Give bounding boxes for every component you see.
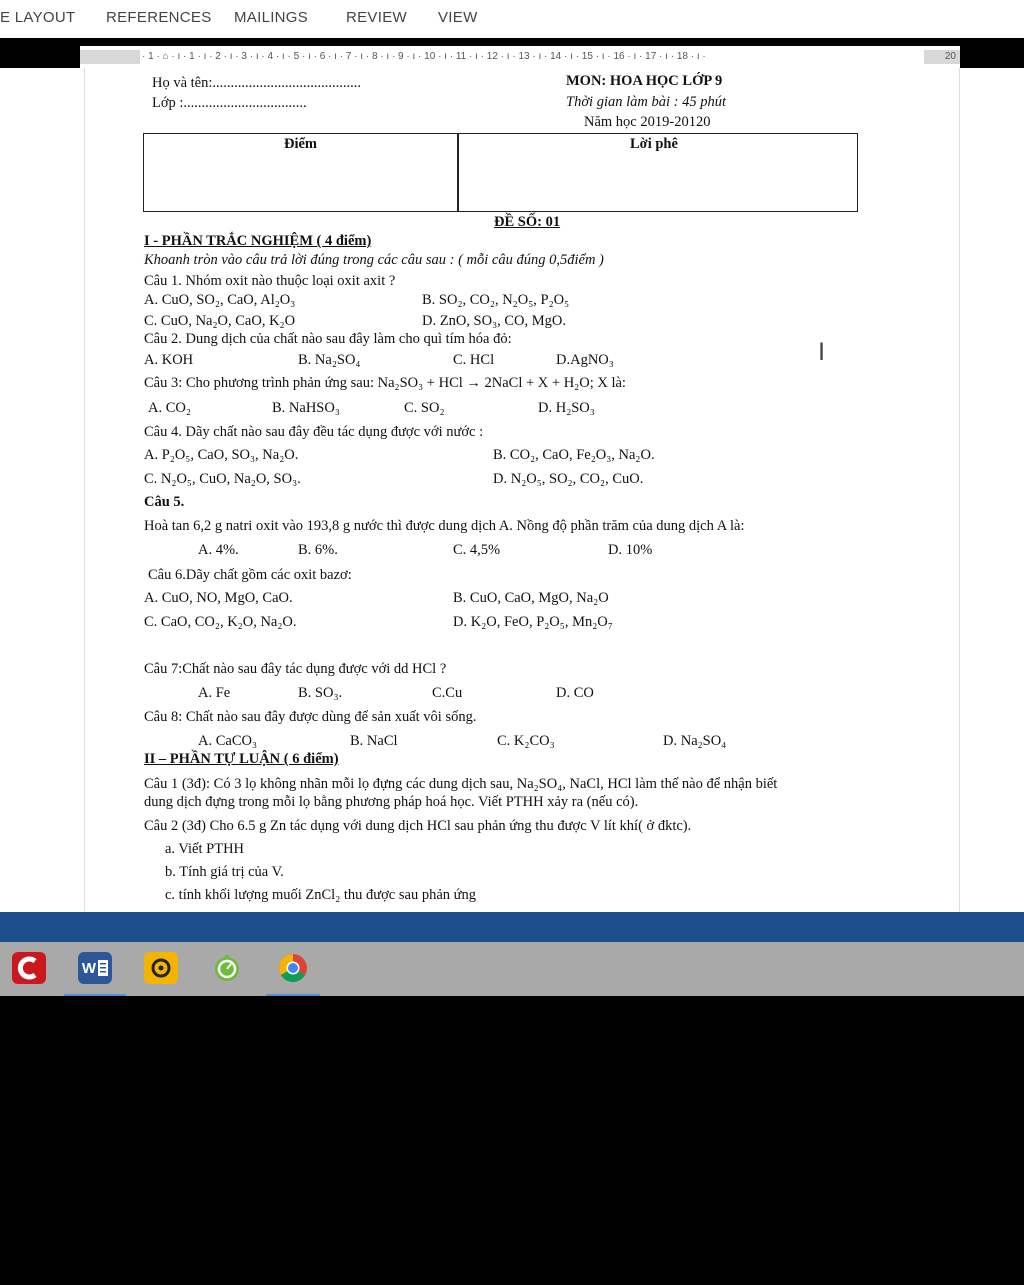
ccleaner-icon[interactable] (12, 952, 46, 984)
question-8: Câu 8: Chất nào sau đây được dùng để sản xuất vôi sống. (144, 709, 477, 725)
essay-2-part-b: b. Tính giá trị của V. (165, 864, 284, 880)
q6-option-b: B. CuO, CaO, MgO, Na₂O (453, 590, 609, 606)
taskbar-top-strip (0, 912, 1024, 942)
chrome-icon[interactable] (276, 952, 310, 984)
q3-option-d: D. H₂SO₃ (538, 400, 595, 416)
tab-review[interactable]: REVIEW (346, 9, 407, 26)
question-2: Câu 2. Dung dịch của chất nào sau đây làm cho quì tím hóa đỏ: (144, 331, 512, 347)
question-7: Câu 7:Chất nào sau đây tác dụng được với dd HCl ? (144, 661, 447, 677)
q2-option-a: A. KOH (144, 352, 194, 368)
q7-option-a: A. Fe (198, 685, 231, 701)
stopwatch-icon[interactable] (210, 952, 244, 984)
chrome-active-indicator (266, 994, 320, 996)
subject-title: MON: HOA HỌC LỚP 9 (566, 73, 723, 89)
ruler-end-label: 20 (944, 51, 956, 62)
word-active-indicator (64, 994, 126, 996)
q5-option-a: A. 4%. (198, 542, 239, 558)
q5-option-c: C. 4,5% (453, 542, 501, 558)
ruler-scale: · 1 · ⌂ · ı · 1 · ı · 2 · ı · 3 · ı · 4 · ı · 5 · ı · 6 · ı · 7 · ı · 8 · ı · 9 · ı · 10 · ı · 11 · ı · 12 · ı · 13 · ı · 14 · ı · 15 · ı · 16 · ı · 17 · ı · 18 · ı · (142, 51, 706, 62)
q7-option-b: B. SO₃. (298, 685, 343, 701)
question-6: Câu 6.Dãy chất gồm các oxit bazơ: (148, 567, 352, 583)
part1-instructions: Khoanh tròn vào câu trả lời đúng trong các câu sau : ( mỗi câu đúng 0,5điểm ) (144, 252, 604, 268)
q2-option-c: C. HCl (453, 352, 495, 368)
q1-option-b: B. SO₂, CO₂, N₂O₅, P₂O₅ (422, 292, 570, 308)
score-comment-table (143, 133, 858, 212)
q6-option-a: A. CuO, NO, MgO, CaO. (144, 590, 293, 606)
word-icon[interactable] (78, 952, 112, 984)
essay-2-part-c: c. tính khối lượng muối ZnCl₂ thu được sau phản ứng (165, 887, 476, 903)
question-5-text: Hoà tan 6,2 g natri oxit vào 193,8 g nước thì được dung dịch A. Nồng độ phần trăm của dung dịch A là: (144, 518, 745, 534)
ribbon (0, 0, 1024, 38)
q3-option-a: A. CO₂ (148, 400, 191, 416)
q5-option-d: D. 10% (608, 542, 653, 558)
q1-option-a: A. CuO, SO₂, CaO, Al₂O₃ (144, 292, 296, 308)
horizontal-ruler[interactable] (80, 46, 960, 68)
q4-option-d: D. N₂O₅, SO₂, CO₂, CuO. (493, 471, 644, 487)
q8-option-d: D. Na₂SO₄ (663, 733, 727, 749)
text-cursor-icon: I (818, 338, 826, 366)
tab-references[interactable]: REFERENCES (106, 9, 212, 26)
q3-option-b: B. NaHSO₃ (272, 400, 340, 416)
part1-title: I - PHẦN TRẮC NGHIỆM ( 4 điểm) (144, 233, 372, 249)
question-4: Câu 4. Dãy chất nào sau đây đều tác dụng được với nước : (144, 424, 484, 440)
q7-option-d: D. CO (556, 685, 594, 701)
tab-page-layout[interactable]: E LAYOUT (0, 9, 76, 26)
tab-mailings[interactable]: MAILINGS (234, 9, 309, 26)
table-divider (457, 134, 459, 211)
word-icon-label: W (81, 959, 97, 977)
q2-option-b: B. Na₂SO₄ (298, 352, 361, 368)
exam-number: ĐỀ SỐ: 01 (494, 214, 561, 230)
essay-2-part-a: a. Viết PTHH (165, 841, 245, 857)
exam-time: Thời gian làm bài : 45 phút (566, 94, 726, 110)
score-header: Điểm (284, 136, 318, 152)
comment-header: Lời phê (630, 136, 678, 152)
class-field-label: Lớp :.................................. (152, 95, 307, 111)
ruler-margin-left (80, 50, 140, 64)
essay-2: Câu 2 (3đ) Cho 6.5 g Zn tác dụng với dung dịch HCl sau phản ứng thu được V lít khí( ở đktc). (144, 818, 692, 834)
q8-option-b: B. NaCl (350, 733, 398, 749)
q1-option-c: C. CuO, Na₂O, CaO, K₂O (144, 313, 296, 329)
name-field-label: Họ và tên:......................................... (152, 75, 362, 91)
q7-option-c: C.Cu (432, 685, 463, 701)
question-5: Câu 5. (144, 494, 185, 510)
part2-title: II – PHẦN TỰ LUẬN ( 6 điểm) (144, 751, 339, 767)
essay-1-line2: dung dịch đựng trong mỗi lọ bằng phương pháp hoá học. Viết PTHH xảy ra (nếu có). (144, 794, 639, 810)
q6-option-c: C. CaO, CO₂, K₂O, Na₂O. (144, 614, 297, 630)
q6-option-d: D. K₂O, FeO, P₂O₅, Mn₂O₇ (453, 614, 613, 630)
q4-option-b: B. CO₂, CaO, Fe₂O₃, Na₂O. (493, 447, 655, 463)
q8-option-a: A. CaCO₃ (198, 733, 258, 749)
q4-option-c: C. N₂O₅, CuO, Na₂O, SO₃. (144, 471, 301, 487)
q2-option-d: D.AgNO₃ (556, 352, 614, 368)
q8-option-c: C. K₂CO₃ (497, 733, 555, 749)
q5-option-b: B. 6%. (298, 542, 338, 558)
q3-option-c: C. SO₂ (404, 400, 445, 416)
q1-option-d: D. ZnO, SO₃, CO, MgO. (422, 313, 567, 329)
essay-1-line1: Câu 1 (3đ): Có 3 lọ không nhãn mỗi lọ đựng các dung dịch sau, Na₂SO₄, NaCl, HCl làm thế nào để nhận biết (144, 776, 778, 792)
chat-icon[interactable] (144, 952, 178, 984)
question-1: Câu 1. Nhóm oxit nào thuộc loại oxit axit ? (144, 273, 396, 289)
q4-option-a: A. P₂O₅, CaO, SO₃, Na₂O. (144, 447, 299, 463)
question-3: Câu 3: Cho phương trình phản ứng sau: Na₂SO₃ + HCl → 2NaCl + X + H₂O; X là: (144, 375, 626, 391)
tab-view[interactable]: VIEW (438, 9, 478, 26)
taskbar (0, 942, 1024, 996)
school-year: Năm học 2019-20120 (584, 114, 711, 130)
